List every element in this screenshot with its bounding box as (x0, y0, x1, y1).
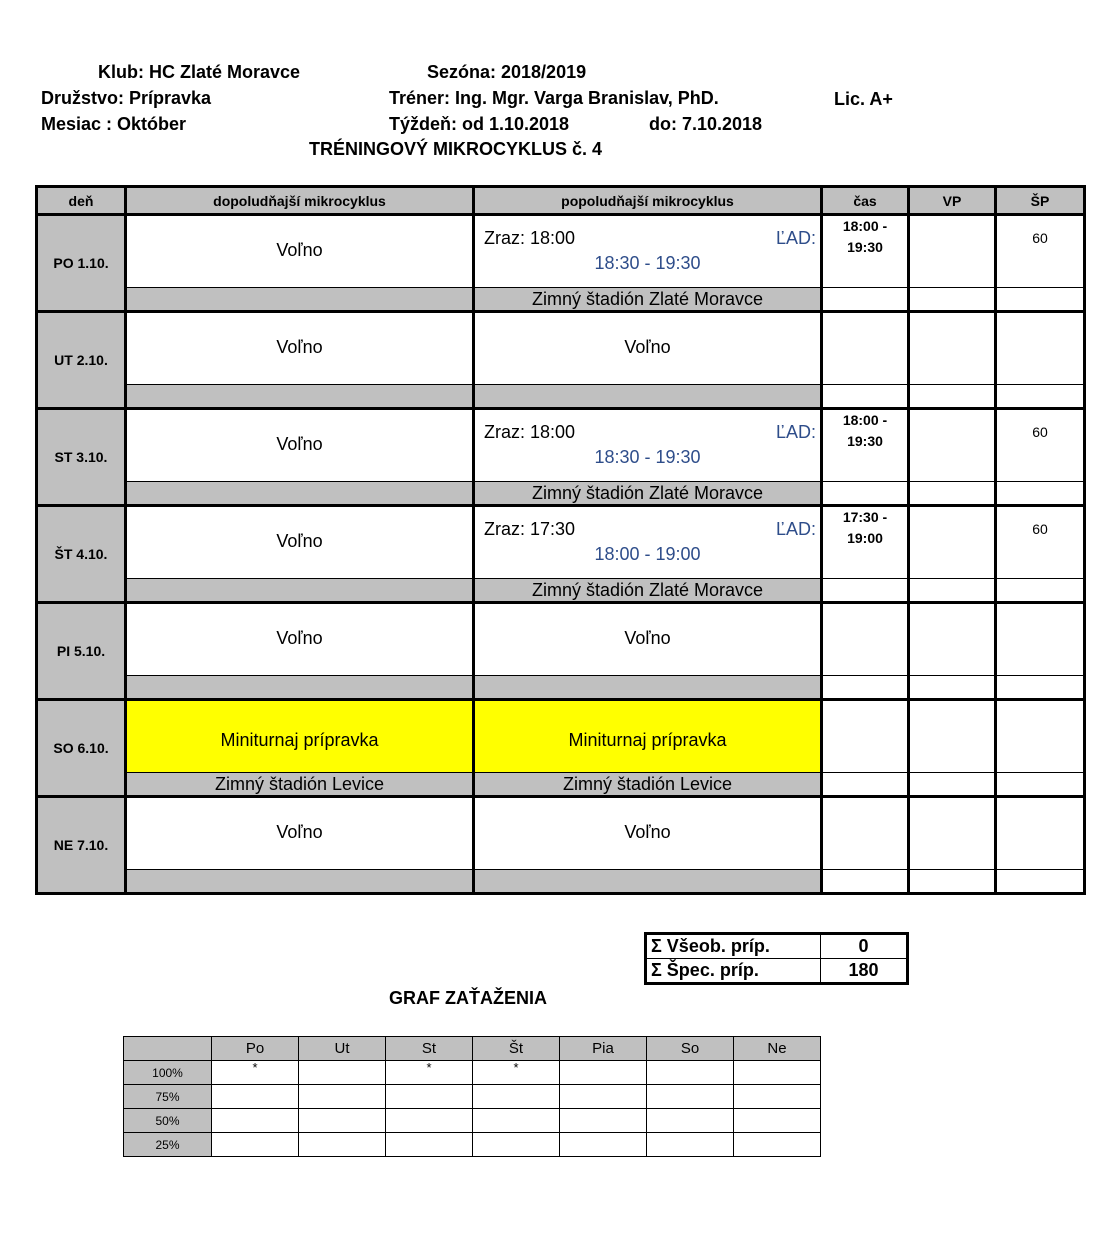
morning-cell (126, 700, 474, 773)
graph-mark (299, 1061, 386, 1085)
time-end: 19:30 (847, 239, 883, 255)
vp-cell (909, 797, 996, 870)
time-cell-empty (822, 870, 909, 894)
graph-mark (473, 1085, 560, 1109)
sp-cell (996, 700, 1085, 773)
coach-license: Lic. A+ (834, 89, 893, 109)
afternoon-location: Zimný štadión Levice (474, 773, 822, 797)
vp-cell-empty (909, 870, 996, 894)
sp-cell-empty (996, 482, 1085, 506)
sp-cell-empty (996, 676, 1085, 700)
morning-activity: Miniturnaj prípravka (220, 730, 379, 750)
day-label: UT 2.10. (37, 312, 126, 409)
graph-mark (734, 1109, 821, 1133)
time-end: 19:30 (847, 433, 883, 449)
sp-cell-empty (996, 288, 1085, 312)
graph-corner (124, 1037, 212, 1061)
ice-time: 18:00 - 19:00 (594, 544, 701, 564)
afternoon-activity: Voľno (624, 822, 671, 842)
day-label: ST 3.10. (37, 409, 126, 506)
time-cell-empty (822, 385, 909, 409)
graph-mark (212, 1133, 299, 1157)
col-header-sp: ŠP (996, 187, 1085, 215)
morning-cell (126, 312, 474, 385)
vp-cell (909, 215, 996, 288)
graph-mark (560, 1133, 647, 1157)
graph-day: Št (473, 1037, 560, 1061)
graph-mark (386, 1133, 473, 1157)
graph-mark: * (473, 1061, 560, 1085)
afternoon-activity: Miniturnaj prípravka (568, 730, 727, 750)
sp-cell: 60 (996, 506, 1085, 579)
morning-cell (126, 506, 474, 579)
vp-cell-empty (909, 288, 996, 312)
ice-label: ĽAD: (775, 228, 816, 248)
time-cell-empty (822, 676, 909, 700)
morning-location (126, 385, 474, 409)
month: Mesiac : Október (41, 114, 187, 134)
graph-mark (734, 1085, 821, 1109)
afternoon-location (474, 870, 822, 894)
special-prep-value: 180 (821, 959, 908, 984)
general-prep-value: 0 (821, 934, 908, 959)
graph-day: Pia (560, 1037, 647, 1061)
graph-mark (734, 1133, 821, 1157)
time-cell (822, 312, 909, 385)
graph-title: GRAF ZAŤAŽENIA (389, 988, 547, 1008)
load-graph-table (123, 1036, 821, 1157)
graph-level: 75% (124, 1085, 212, 1109)
afternoon-activity: Voľno (624, 628, 671, 648)
vp-cell-empty (909, 385, 996, 409)
morning-location (126, 870, 474, 894)
week-from: Týždeň: od 1.10.2018 (389, 114, 570, 134)
afternoon-cell (474, 409, 822, 482)
graph-level: 100% (124, 1061, 212, 1085)
day-label: NE 7.10. (37, 797, 126, 894)
vp-cell-empty (909, 579, 996, 603)
morning-activity: Voľno (276, 628, 323, 648)
afternoon-cell (474, 215, 822, 288)
ice-label: ĽAD: (775, 519, 816, 539)
col-header-afternoon: popoludňajší mikrocyklus (474, 187, 822, 215)
meeting-time: Zraz: 18:00 (484, 228, 576, 248)
vp-cell (909, 409, 996, 482)
vp-cell (909, 506, 996, 579)
morning-cell (126, 797, 474, 870)
time-cell-empty (822, 579, 909, 603)
club-name: Klub: HC Zlaté Moravce (98, 62, 301, 82)
page-title: TRÉNINGOVÝ MIKROCYKLUS č. 4 (309, 139, 603, 159)
sp-cell: 60 (996, 215, 1085, 288)
graph-mark (299, 1109, 386, 1133)
morning-location (126, 579, 474, 603)
general-prep-label: Σ Všeob. príp. (646, 934, 821, 959)
graph-mark (560, 1109, 647, 1133)
afternoon-cell (474, 312, 822, 385)
afternoon-cell (474, 506, 822, 579)
afternoon-cell (474, 700, 822, 773)
graph-mark (299, 1085, 386, 1109)
sp-cell-empty (996, 579, 1085, 603)
team-name: Družstvo: Prípravka (41, 88, 212, 108)
graph-level: 50% (124, 1109, 212, 1133)
coach-name: Tréner: Ing. Mgr. Varga Branislav, PhD. (389, 88, 719, 108)
graph-mark: * (212, 1061, 299, 1085)
ice-label: ĽAD: (775, 422, 816, 442)
day-label: PO 1.10. (37, 215, 126, 312)
ice-time: 18:30 - 19:30 (594, 447, 701, 467)
graph-day: Ut (299, 1037, 386, 1061)
morning-activity: Voľno (276, 337, 323, 357)
time-cell-empty (822, 288, 909, 312)
graph-mark (647, 1085, 734, 1109)
vp-cell-empty (909, 676, 996, 700)
time-cell-empty (822, 773, 909, 797)
microcycle-table (35, 185, 1086, 895)
col-header-day: deň (37, 187, 126, 215)
vp-cell (909, 700, 996, 773)
morning-cell (126, 603, 474, 676)
sp-cell (996, 312, 1085, 385)
vp-cell (909, 312, 996, 385)
sp-cell-empty (996, 773, 1085, 797)
col-header-vp: VP (909, 187, 996, 215)
time-start: 18:00 - (842, 412, 888, 428)
vp-cell-empty (909, 482, 996, 506)
graph-mark: * (386, 1061, 473, 1085)
season: Sezóna: 2018/2019 (427, 62, 587, 82)
sp-cell-empty (996, 385, 1085, 409)
graph-mark (299, 1133, 386, 1157)
graph-mark (386, 1109, 473, 1133)
graph-mark (386, 1085, 473, 1109)
day-label: ŠT 4.10. (37, 506, 126, 603)
graph-day: So (647, 1037, 734, 1061)
graph-mark (560, 1085, 647, 1109)
week-to: do: 7.10.2018 (649, 114, 763, 134)
time-start: 17:30 - (842, 509, 888, 525)
graph-mark (212, 1109, 299, 1133)
col-header-time: čas (822, 187, 909, 215)
morning-activity: Voľno (276, 531, 323, 551)
graph-mark (212, 1085, 299, 1109)
morning-activity: Voľno (276, 822, 323, 842)
morning-activity: Voľno (276, 240, 323, 260)
time-start: 18:00 - (842, 218, 888, 234)
day-label: PI 5.10. (37, 603, 126, 700)
graph-day: Ne (734, 1037, 821, 1061)
morning-location: Zimný štadión Levice (126, 773, 474, 797)
afternoon-location: Zimný štadión Zlaté Moravce (474, 482, 822, 506)
graph-day: Po (212, 1037, 299, 1061)
meeting-time: Zraz: 17:30 (484, 519, 576, 539)
morning-cell (126, 409, 474, 482)
morning-activity: Voľno (276, 434, 323, 454)
ice-time: 18:30 - 19:30 (594, 253, 701, 273)
afternoon-cell (474, 797, 822, 870)
sp-cell (996, 797, 1085, 870)
afternoon-activity: Voľno (624, 337, 671, 357)
time-cell (822, 215, 909, 288)
vp-cell (909, 603, 996, 676)
day-label: SO 6.10. (37, 700, 126, 797)
graph-mark (647, 1061, 734, 1085)
sp-cell: 60 (996, 409, 1085, 482)
morning-cell (126, 215, 474, 288)
summary-table (644, 932, 909, 985)
afternoon-location (474, 385, 822, 409)
col-header-morning: dopoludňajší mikrocyklus (126, 187, 474, 215)
time-cell (822, 409, 909, 482)
graph-mark (473, 1133, 560, 1157)
graph-mark (473, 1109, 560, 1133)
afternoon-location: Zimný štadión Zlaté Moravce (474, 579, 822, 603)
time-cell (822, 506, 909, 579)
time-end: 19:00 (847, 530, 883, 546)
graph-mark (647, 1109, 734, 1133)
graph-mark (560, 1061, 647, 1085)
graph-day: St (386, 1037, 473, 1061)
time-cell (822, 797, 909, 870)
graph-mark (734, 1061, 821, 1085)
afternoon-location: Zimný štadión Zlaté Moravce (474, 288, 822, 312)
time-cell (822, 700, 909, 773)
morning-location (126, 482, 474, 506)
sp-cell (996, 603, 1085, 676)
morning-location (126, 676, 474, 700)
meeting-time: Zraz: 18:00 (484, 422, 576, 442)
afternoon-location (474, 676, 822, 700)
afternoon-cell (474, 603, 822, 676)
sp-cell-empty (996, 870, 1085, 894)
time-cell (822, 603, 909, 676)
graph-mark (647, 1133, 734, 1157)
time-cell-empty (822, 482, 909, 506)
morning-location (126, 288, 474, 312)
special-prep-label: Σ Špec. príp. (646, 959, 821, 984)
vp-cell-empty (909, 773, 996, 797)
graph-level: 25% (124, 1133, 212, 1157)
